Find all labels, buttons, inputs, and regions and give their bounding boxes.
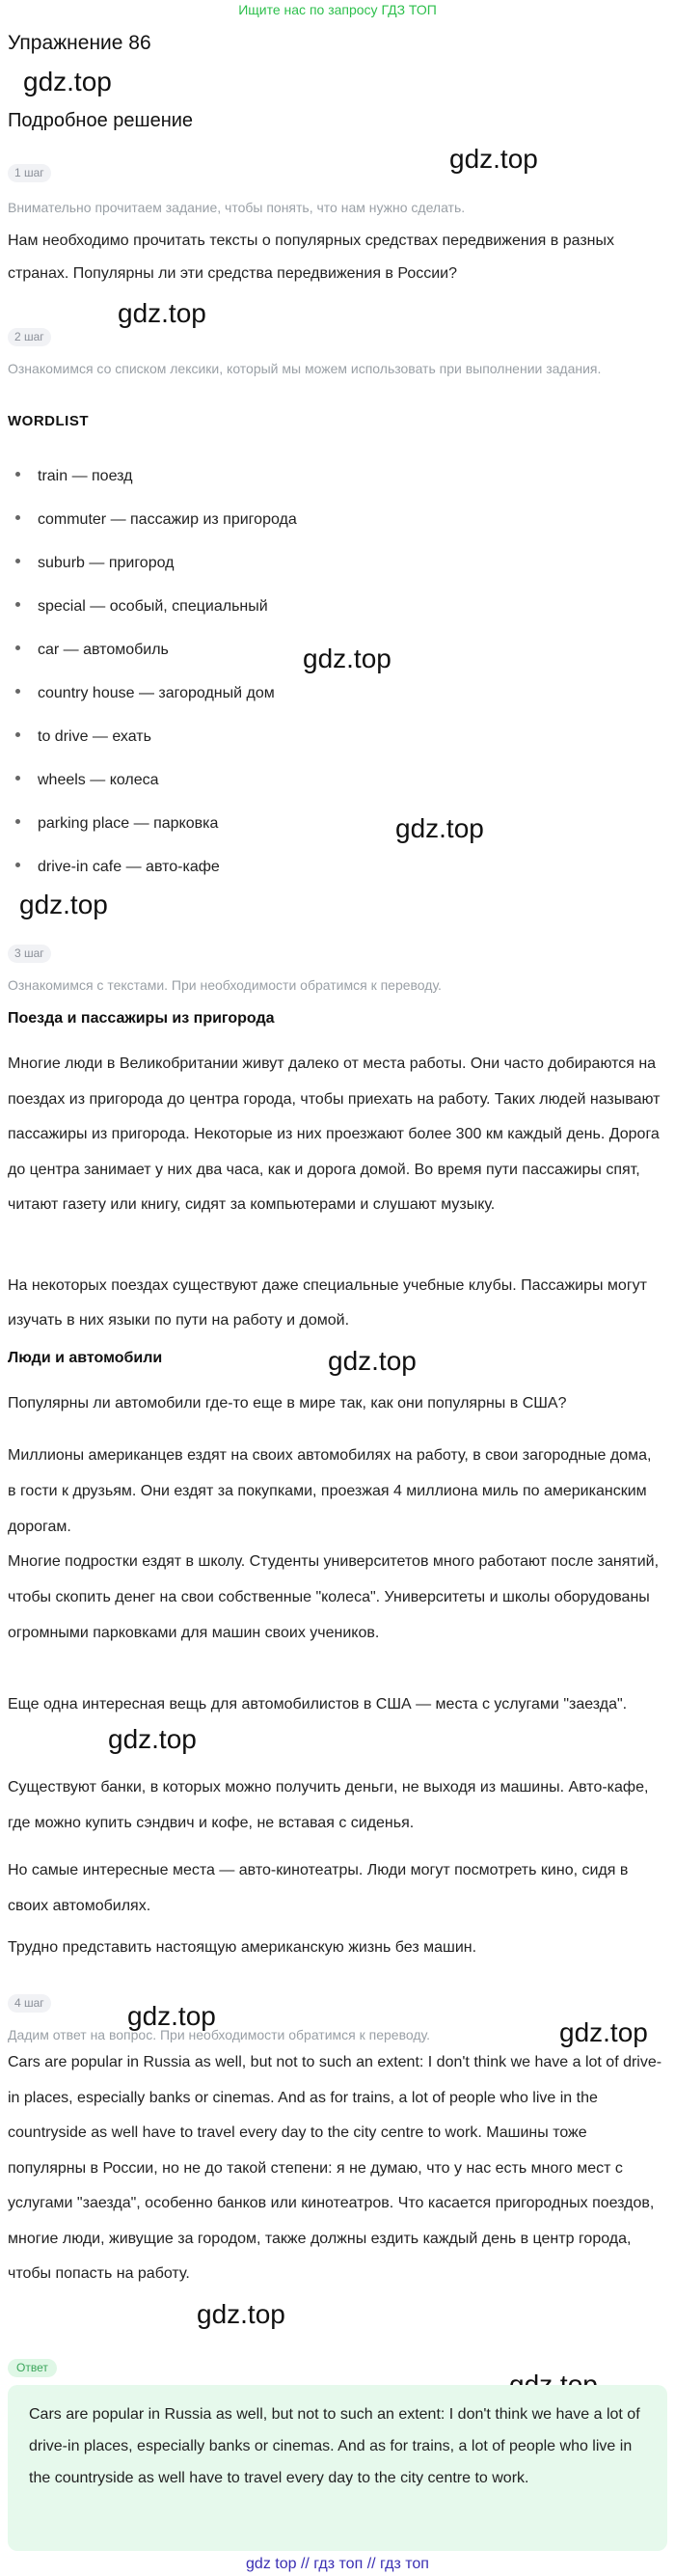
bullet-icon	[15, 732, 20, 737]
step-badge-3: 3 шаг	[8, 945, 51, 963]
wordlist-item: wheels — колеса	[15, 770, 159, 791]
watermark: gdz.top	[328, 1346, 417, 1376]
bullet-icon	[15, 515, 20, 520]
section-cars-p1: Популярны ли автомобили где-то еще в мире так, как они популярны в США?	[8, 1395, 567, 1411]
watermark: gdz.top	[19, 890, 108, 919]
bullet-icon	[15, 863, 20, 867]
bullet-icon	[15, 559, 20, 563]
wordlist-item: to drive — ехать	[15, 726, 151, 748]
wordlist-item: country house — загородный дом	[15, 683, 275, 704]
step-2-note: Ознакомимся со списком лексики, который мы можем использовать при выполнении задания.	[8, 361, 602, 376]
answer-text: Cars are popular in Russia as well, but not to such an extent: I don't think we have a lot of drive-in places, especially banks or cinemas. And as for trains, a lot of people who live in the countryside as well have to travel every day to the city centre to work.	[29, 2406, 640, 2486]
footer-links[interactable]: gdz top // гдз топ // гдз топ	[246, 2556, 429, 2572]
step-badge-4: 4 шаг	[8, 1994, 51, 2013]
step-4-note: Дадим ответ на вопрос. При необходимости обратимся к переводу.	[8, 2027, 430, 2042]
section-cars-p7: Трудно представить настоящую американскую жизнь без машин.	[8, 1939, 477, 1956]
section-trains-p1: Многие люди в Великобритании живут далеко от места работы. Они часто добираются на поездах из пригорода до центра города, чтобы приехать на работу. Таких людей называют пассажиры из пригорода. Некоторые из них проезжают более 300 км каждый день. Дорога до центра занимает у них два часа, как и дорога домой. Во время пути пассажиры спят, читают газету или книгу, сидят за компьютерами и слушают музыку.	[8, 1055, 661, 1213]
wordlist-item: commuter — пассажир из пригорода	[15, 509, 297, 531]
step-1-note: Внимательно прочитаем задание, чтобы понять, что нам нужно сделать.	[8, 200, 466, 215]
bullet-icon	[15, 689, 20, 694]
wordlist-item: train — поезд	[15, 466, 132, 487]
section-trains-title: Поезда и пассажиры из пригорода	[8, 1010, 275, 1027]
bullet-icon	[15, 645, 20, 650]
top-banner: Ищите нас по запросу ГДЗ ТОП	[238, 2, 437, 17]
watermark: gdz.top	[23, 67, 112, 96]
watermark: gdz.top	[108, 1724, 197, 1754]
answer-badge: Ответ	[8, 2359, 57, 2377]
section-trains-p2: На некоторых поездах существуют даже специальные учебные клубы. Пассажиры могут изучать в них языки по пути на работу и домой.	[8, 1277, 647, 1329]
step-3-note: Ознакомимся с текстами. При необходимости обратимся к переводу.	[8, 977, 442, 993]
section-cars-p6: Но самые интересные места — авто-кинотеатры. Люди могут посмотреть кино, сидя в своих автомобилях.	[8, 1862, 629, 1914]
solution-title: Подробное решение	[8, 110, 194, 131]
section-cars-p5: Существуют банки, в которых можно получить деньги, не выходя из машины. Авто-кафе, где можно купить сэндвич и кофе, не вставая с сиденья.	[8, 1779, 649, 1831]
wordlist-item: drive-in cafe — авто-кафе	[15, 857, 220, 878]
wordlist-item: parking place — парковка	[15, 813, 218, 835]
wordlist-item: suburb — пригород	[15, 553, 174, 574]
exercise-title: Упражнение 86	[8, 32, 151, 54]
bullet-icon	[15, 472, 20, 477]
step-badge-2: 2 шаг	[8, 328, 51, 346]
watermark: gdz.top	[559, 2017, 648, 2047]
answer-box	[8, 2385, 667, 2551]
watermark: gdz.top	[449, 144, 538, 174]
section-cars-p4: Еще одна интересная вещь для автомобилистов в США — места с услугами "заезда".	[8, 1696, 628, 1713]
section-cars-title: Люди и автомобили	[8, 1350, 163, 1366]
watermark: gdz.top	[118, 298, 206, 328]
section-cars-p3: Многие подростки ездят в школу. Студенты университетов много работают после занятий, чтобы скопить денег на свои собственные "колеса". Университеты и школы оборудованы огромными парковками для машин своих учеников.	[8, 1553, 660, 1641]
watermark: gdz.top	[395, 813, 484, 843]
step-badge-1: 1 шаг	[8, 164, 51, 182]
bullet-icon	[15, 776, 20, 781]
watermark: gdz.top	[197, 2299, 285, 2329]
wordlist-item: car — автомобиль	[15, 640, 169, 661]
wordlist-title: WORDLIST	[8, 413, 89, 429]
step-1-text: Нам необходимо прочитать тексты о популярных средствах передвижения в разных странах. Популярны ли эти средства передвижения в России?	[8, 233, 615, 282]
wordlist-item: special — особый, специальный	[15, 596, 268, 617]
watermark: gdz.top	[303, 644, 392, 673]
step-4-answer-text: Cars are popular in Russia as well, but not to such an extent: I don't think we have a lot of drive-in places, especially banks or cinemas. And as for trains, a lot of people who live in the countryside as well have to travel every day to the city centre to work. Машины тоже популярны в России, но не до такой степени: я не думаю, что у нас есть много мест с услугами "заезда", особенно банков или кинотеатров. Что касается пригородных поездов, многие люди, живущие за городом, также должны ездить каждый день в центр города, чтобы попасть на работу.	[8, 2054, 662, 2282]
bullet-icon	[15, 602, 20, 607]
bullet-icon	[15, 819, 20, 824]
section-cars-p2: Миллионы американцев ездят на своих автомобилях на работу, в свои загородные дома, в гости к друзьям. Они ездят за покупками, проезжая 4 миллиона миль по американским дорогам.	[8, 1447, 652, 1535]
watermark: gdz.top	[127, 2001, 216, 2031]
